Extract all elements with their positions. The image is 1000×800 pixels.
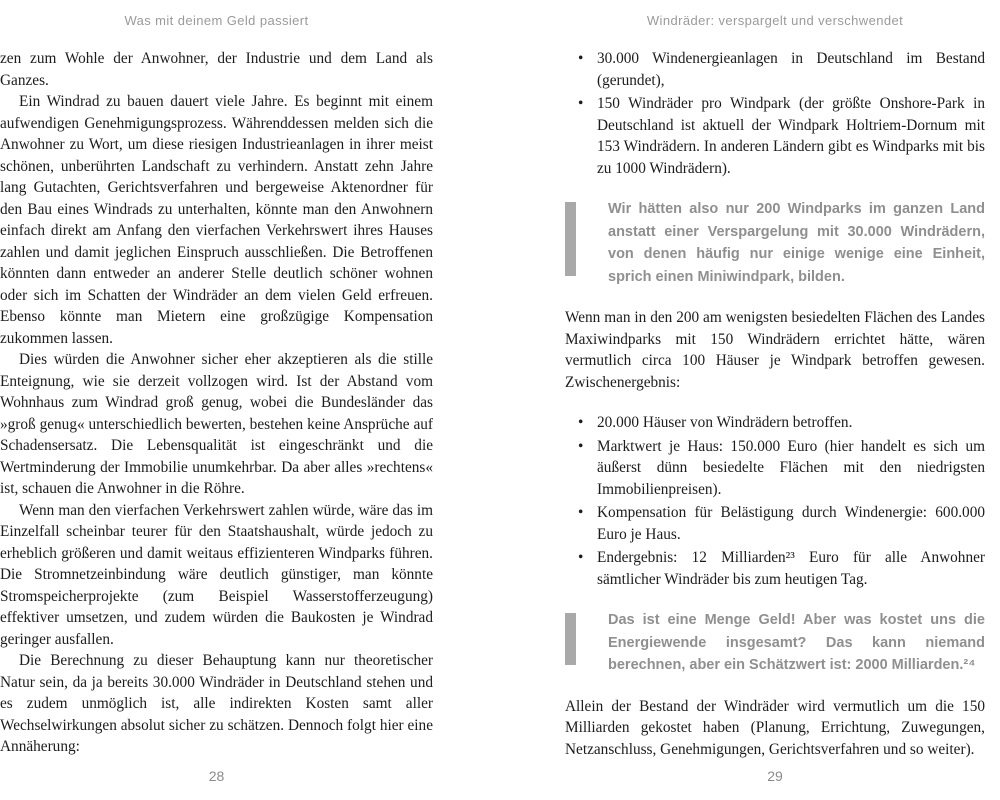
list-item: • 30.000 Windenergieanlagen in Deutschland im Bestand (gerundet), xyxy=(565,48,985,91)
right-page-number: 29 xyxy=(767,768,783,784)
right-running-head: Windräder: verspargelt und verschwendet xyxy=(646,13,904,28)
pull-quote-2 xyxy=(565,609,985,677)
list-item: • Marktwert je Haus: 150.000 Euro (hier handelt es sich um äußerst dünn besiedelte Flächen mit den niedrigsten Immobilienpreisen). xyxy=(565,436,985,501)
list-item: • Kompensation für Belästigung durch Windenergie: 600.000 Euro je Haus. xyxy=(565,502,985,545)
left-running-head: Was mit deinem Geld passiert xyxy=(124,13,309,28)
paragraph: Allein der Bestand der Windräder wird vermutlich um die 150 Milliarden gekostet haben (Planung, Errichtung, Zuwegungen, Netzanschluss, Genehmigungen, Gerichtsverfahren und so weiter). xyxy=(565,697,985,758)
bullet-list-top xyxy=(565,48,985,179)
right-body-text xyxy=(565,48,985,760)
paragraph: Ein Windrad zu bauen dauert viele Jahre. Es beginnt mit einem aufwendigen Genehmigungsprozess. Währenddessen melden sich die Anwohner zu Wort, um diese riesigen Industrieanlagen in ihrer meist schönen, unberührten Landschaft zu verhindern. Anstatt zehn Jahre lang Gutachten, Gerichtsverfahren und bergeweise Aktenordner für den Bau eines Windrads zu unterhalten, könnte man den Anwohnern einfach direkt am Anfang den vierfachen Verkehrswert ihres Hauses zahlen und damit jeglichen Einspruch ausschließen. Die Betroffenen könnten dann entweder an anderer Stelle deutlich schöner wohnen oder sich im Schatten der Windräder an dem vielen Geld erfreuen. Ebenso könnte man Mietern eine großzügige Kompensation zukommen lassen. xyxy=(0,93,433,347)
quote-text: Wir hätten also nur 200 Windparks im ganzen Land anstatt einer Verspargelung mit 30.000 Windrädern, von denen häufig nur einige wenige eine Einheit, sprich einen Miniwindpark, bilden. xyxy=(608,201,985,285)
list-item: • 150 Windräder pro Windpark (der größte Onshore-Park in Deutschland ist aktuell der Windpark Holtriem-Dornum mit 153 Windrädern. In anderen Ländern gibt es Windparks mit bis zu 1000 Windrädern). xyxy=(565,93,985,179)
paragraph: Die Berechnung zu dieser Behauptung kann nur theoretischer Natur sein, da ja bereits 30.000 Windräder in Deutschland stehen und es zudem unmöglich ist, alle indirekten Kosten samt aller Wechselwirkungen absolut sicher zu schätzen. Dennoch folgt hier eine Annäherung: xyxy=(0,652,433,755)
bullet-list-mid xyxy=(565,412,985,590)
quote-bar-icon xyxy=(565,202,576,276)
left-page xyxy=(0,0,433,800)
list-item: • Endergebnis: 12 Milliarden²³ Euro für alle Anwohner sämtlicher Windräder bis zum heutigen Tag. xyxy=(565,547,985,590)
paragraph: Wenn man den vierfachen Verkehrswert zahlen würde, wäre das im Einzelfall scheinbar teurer für den Staatshaushalt, würde jedoch zu erheblich größeren und damit weitaus effizienteren Windparks führen. Die Stromnetzeinbindung wäre deutlich günstiger, man könnte Stromspeicherprojekte (zum Beispiel Wasserstofferzeugung) effektiver umsetzen, und zudem würden die Baukosten je Windrad geringer ausfallen. xyxy=(0,501,433,648)
quote-text: Das ist eine Menge Geld! Aber was kostet uns die Energiewende insgesamt? Das kann niemand berechnen, aber ein Schätzwert ist: 2000 Milliarden.²⁴ xyxy=(608,612,985,673)
paragraph: Dies würden die Anwohner sicher eher akzeptieren als die stille Enteignung, wie sie derzeit vollzogen wird. Ist der Abstand vom Wohnhaus zum Windrad groß genug, wobei die Bundesländer das »groß genug« unterschiedlich bewerten, bestehen keine Ansprüche auf Schadensersatz. Die Lebensqualität ist eingeschränkt und die Wertminderung der Immobilie unumkehrbar. Da aber alles »rechtens« ist, schauen die Anwohner in die Röhre. xyxy=(0,351,433,497)
quote-bar-icon xyxy=(565,613,576,665)
paragraph: zen zum Wohle der Anwohner, der Industrie und dem Land als Ganzes. xyxy=(0,50,433,89)
right-page xyxy=(565,0,985,800)
left-body-text xyxy=(0,48,433,758)
paragraph: Wenn man in den 200 am wenigsten besiedelten Flächen des Landes Maxiwindparks mit 150 Windrädern errichtet hätte, wären vermutlich circa 100 Häuser je Windpark betroffen gewesen. Zwischenergebnis: xyxy=(565,309,985,391)
list-item: • 20.000 Häuser von Windrädern betroffen. xyxy=(565,412,985,434)
pull-quote-1 xyxy=(565,198,985,288)
left-page-number: 28 xyxy=(208,768,225,784)
